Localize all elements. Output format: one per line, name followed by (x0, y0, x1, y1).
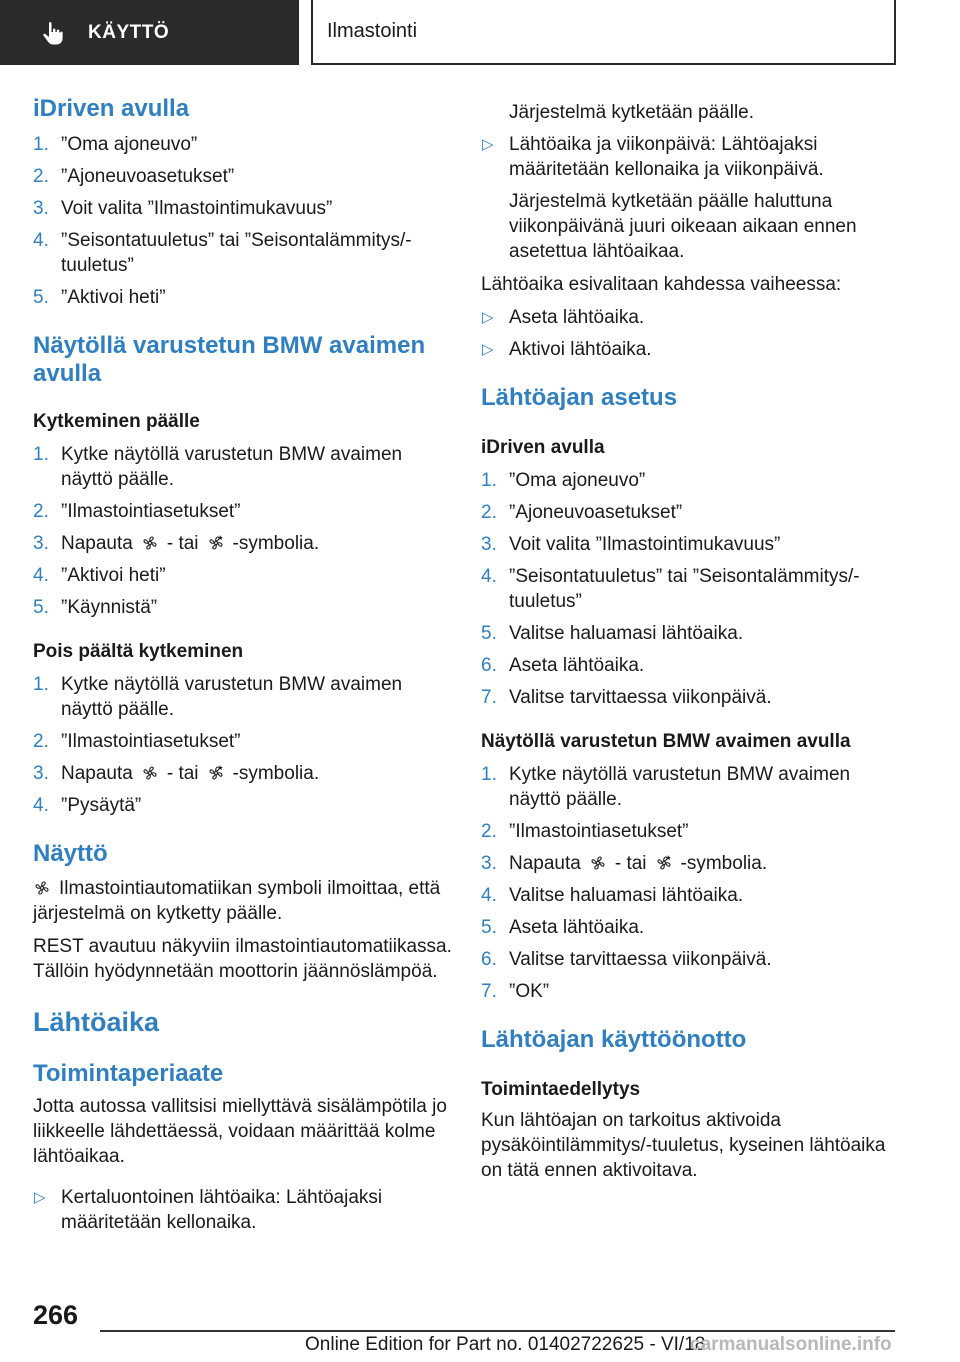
list-item: 1. ”Oma ajoneuvo” (481, 470, 646, 491)
fan-auto-icon (207, 764, 225, 782)
continuation-text-2: Järjestelmä kytketään päälle haluttuna viikonpäivänä juuri oikeaan aikaan ennen asetettua lähtöaikaa. (509, 191, 857, 262)
list-item: ▷ Aktivoi lähtöaika. (482, 339, 652, 360)
list-item: 4. ”Aktivoi heti” (33, 565, 166, 586)
list-item: 1. Kytke näytöllä varustetun BMW avaimen näyttö päälle. (33, 674, 403, 720)
on-steps (33, 442, 453, 620)
chapter-label: KÄYTTÖ (88, 21, 170, 43)
list-item: 5. ”Aktivoi heti” (33, 287, 166, 308)
touch-hand-icon (40, 20, 66, 46)
list-item: 2. ”Ilmastointiasetukset” (33, 731, 241, 752)
fan-icon (141, 764, 159, 782)
fan-auto-icon (207, 534, 225, 552)
list-item: 3. Napauta - tai -symbolia. (33, 533, 320, 554)
list-item: 2. ”Ajoneuvoasetukset” (481, 502, 683, 523)
set-heading: Lähtöajan asetus (481, 384, 678, 411)
list-item: 7. Valitse tarvittaessa viikonpäivä. (481, 687, 772, 708)
enable-heading: Lähtöajan käyttöönotto (481, 1026, 747, 1053)
list-item: 3. Napauta - tai -symbolia. (33, 763, 320, 784)
fan-icon (589, 854, 607, 872)
list-item: 4. ”Seisontatuuletus” tai ”Seisontalämmitys/-tuuletus” (33, 230, 412, 276)
right-key-steps (481, 762, 901, 1004)
idrive-heading: iDriven avulla (33, 95, 190, 122)
fan-auto-icon (655, 854, 673, 872)
right-idrive-heading: iDriven avulla (481, 437, 605, 458)
departure-type-list-cont (481, 132, 901, 182)
principle-heading: Toimintaperiaate (33, 1060, 224, 1087)
edition-text: Online Edition for Part no. 01402722625 - VI/18 (305, 1334, 706, 1355)
list-item: ▷ Kertaluontoinen lähtöaika: Lähtöajaksi määritetään kellonaika. (34, 1187, 383, 1233)
list-item: ▷ Aseta lähtöaika. (482, 307, 645, 328)
list-item: 4. ”Seisontatuuletus” tai ”Seisontalämmitys/-tuuletus” (481, 566, 860, 612)
right-column (481, 100, 901, 1183)
preselect-paragraph: Lähtöaika esivalitaan kahdessa vaiheessa: (481, 274, 842, 295)
display-paragraph-2: REST avautuu näkyviin ilmastointiautomatiikassa. Tällöin hyödynnetään moottorin jäännöslämpöä. (33, 936, 452, 982)
key-heading: Näytöllä varustetun BMW avaimen avulla (33, 332, 426, 387)
page-number: 266 (33, 1300, 79, 1330)
chapter-tab (0, 0, 299, 65)
departure-heading: Lähtöaika (33, 1007, 160, 1037)
requirement-heading: Toimintaedellytys (481, 1079, 641, 1100)
idrive-steps (33, 132, 453, 310)
list-item: 2. ”Ajoneuvoasetukset” (33, 166, 235, 187)
list-item: 6. Valitse tarvittaessa viikonpäivä. (481, 949, 772, 970)
list-item: 3. Napauta - tai -symbolia. (481, 853, 768, 874)
continuation-text: Järjestelmä kytketään päälle. (509, 102, 755, 123)
right-key-heading: Näytöllä varustetun BMW avaimen avulla (481, 731, 851, 752)
departure-type-list (33, 1185, 453, 1235)
list-item: 1. Kytke näytöllä varustetun BMW avaimen näyttö päälle. (33, 444, 403, 490)
list-item: 4. ”Pysäytä” (33, 795, 142, 816)
on-heading: Kytkeminen päälle (33, 411, 200, 432)
display-heading: Näyttö (33, 840, 108, 867)
left-column (33, 95, 453, 1242)
watermark: carmanualsonline.info (690, 1334, 892, 1355)
list-item: 1. Kytke näytöllä varustetun BMW avaimen näyttö päälle. (481, 764, 851, 810)
list-item: 6. Aseta lähtöaika. (481, 655, 645, 676)
list-item: 2. ”Ilmastointiasetukset” (481, 821, 689, 842)
list-item: 5. ”Käynnistä” (33, 597, 158, 618)
preselect-list (481, 305, 901, 362)
list-item: 5. Valitse haluamasi lähtöaika. (481, 623, 744, 644)
list-item: 7. ”OK” (481, 981, 550, 1002)
principle-paragraph: Jotta autossa vallitsisi miellyttävä sisälämpötila jo liikkeelle lähdettäessä, voidaan määrittää kolme lähtöaikaa. (33, 1096, 447, 1167)
off-steps (33, 672, 453, 818)
list-item: 1. ”Oma ajoneuvo” (33, 134, 198, 155)
list-item: ▷ Lähtöaika ja viikonpäivä: Lähtöajaksi määritetään kellonaika ja viikonpäivä. (482, 134, 824, 180)
section-title: Ilmastointi (327, 20, 418, 42)
fan-icon (141, 534, 159, 552)
list-item: 2. ”Ilmastointiasetukset” (33, 501, 241, 522)
list-item: 5. Aseta lähtöaika. (481, 917, 645, 938)
list-item: 3. Voit valita ”Ilmastointimukavuus” (33, 198, 333, 219)
display-paragraph-1: Ilmastointiautomatiikan symboli ilmoittaa, että järjestelmä on kytketty päälle. (33, 878, 441, 924)
section-title-box (311, 0, 896, 65)
fan-icon (33, 879, 51, 897)
footer-rule (100, 1330, 895, 1332)
list-item: 4. Valitse haluamasi lähtöaika. (481, 885, 744, 906)
right-idrive-steps (481, 468, 901, 710)
off-heading: Pois päältä kytkeminen (33, 641, 244, 662)
list-item: 3. Voit valita ”Ilmastointimukavuus” (481, 534, 781, 555)
requirement-paragraph: Kun lähtöajan on tarkoitus aktivoida pysäköintilämmitys/-tuuletus, kyseinen lähtöaika on tätä ennen aktivoitava. (481, 1110, 886, 1181)
